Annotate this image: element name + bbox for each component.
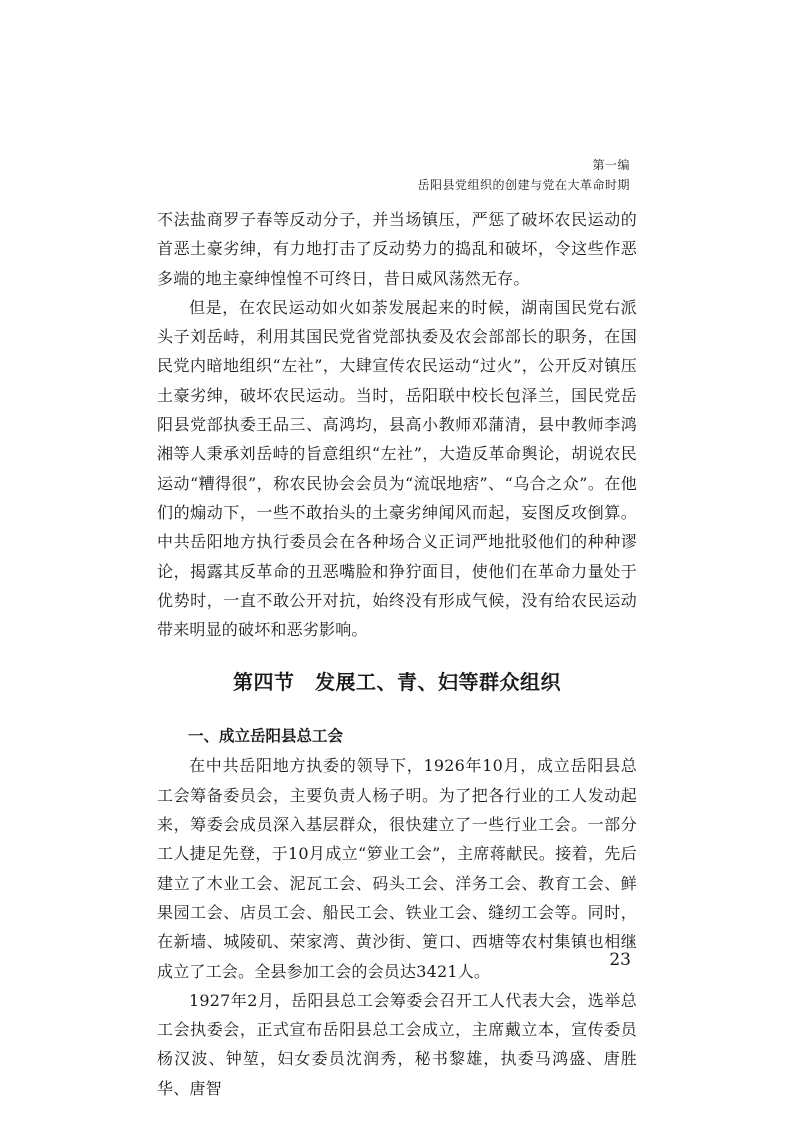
paragraph-2: 但是，在农民运动如火如荼发展起来的时候，湖南国民党右派头子刘岳峙，利用其国民党省党部执委及农会部部长的职务，在国民党内暗地组织“左社”，大肆宣传农民运动“过火”，公开反对镇压土豪劣绅，破坏农民运动。当时，岳阳联中校长包泽兰，国民党岳阳县党部执委王品三、高鸿均，县高小教师邓蒲清，县中教师李鸿湘等人秉承刘岳峙的旨意组织“左社”，大造反革命舆论，胡说农民运动“糟得很”，称农民协会会员为“流氓地痞”、“乌合之众”。在他们的煽动下，一些不敢抬头的土豪劣绅闻风而起，妄图反攻倒算。中共岳阳地方执行委员会在各种场合义正词严地批驳他们的种种谬论，揭露其反革命的丑恶嘴脸和狰狞面目，使他们在革命力量处于优势时，一直不敢公开对抗，始终没有形成气候，没有给农民运动带来明显的破坏和恶劣影响。: [157, 297, 637, 640]
page-number: 23: [609, 950, 631, 970]
page-body: [157, 205, 637, 1103]
paragraph-3: 在中共岳阳地方执委的领导下，1926年10月，成立岳阳县总工会筹备委员会，主要负责人杨子明。为了把各行业的工人发动起来，筹委会成员深入基层群众，很快建立了一些行业工会。一部分工人捷足先登，于10月成立“箩业工会”，主席蒋献民。接着，先后建立了木业工会、泥瓦工会、码头工会、洋务工会、教育工会、鲜果园工会、店员工会、船民工会、铁业工会、缝纫工会等。同时，在新墙、城陵矶、荣家湾、黄沙街、筻口、西塘等农村集镇也相继成立了工会。全县参加工会的会员达3421人。: [157, 756, 637, 981]
subsection-title: 一、成立岳阳县总工会: [188, 727, 344, 746]
running-head: [417, 156, 630, 194]
running-head-part: 第一编: [592, 158, 630, 172]
running-head-subtitle: 岳阳县党组织的创建与党在大革命时期: [417, 178, 630, 192]
paragraph-1: 不法盐商罗子春等反动分子，并当场镇压，严惩了破坏农民运动的首恶土豪劣绅，有力地打击了反动势力的捣乱和破坏，令这些作恶多端的地主豪绅惶惶不可终日，昔日威风荡然无存。: [157, 210, 637, 288]
paragraph-4: 1927年2月，岳阳县总工会筹委会召开工人代表大会，选举总工会执委会，正式宣布岳阳县总工会成立，主席戴立本，宣传委员杨汉波、钟堃，妇女委员沈润秀，秘书黎雄，执委马鸿盛、唐胜华、唐智: [157, 990, 637, 1098]
section-title: 第四节 发展工、青、妇等群众组织: [233, 670, 561, 695]
